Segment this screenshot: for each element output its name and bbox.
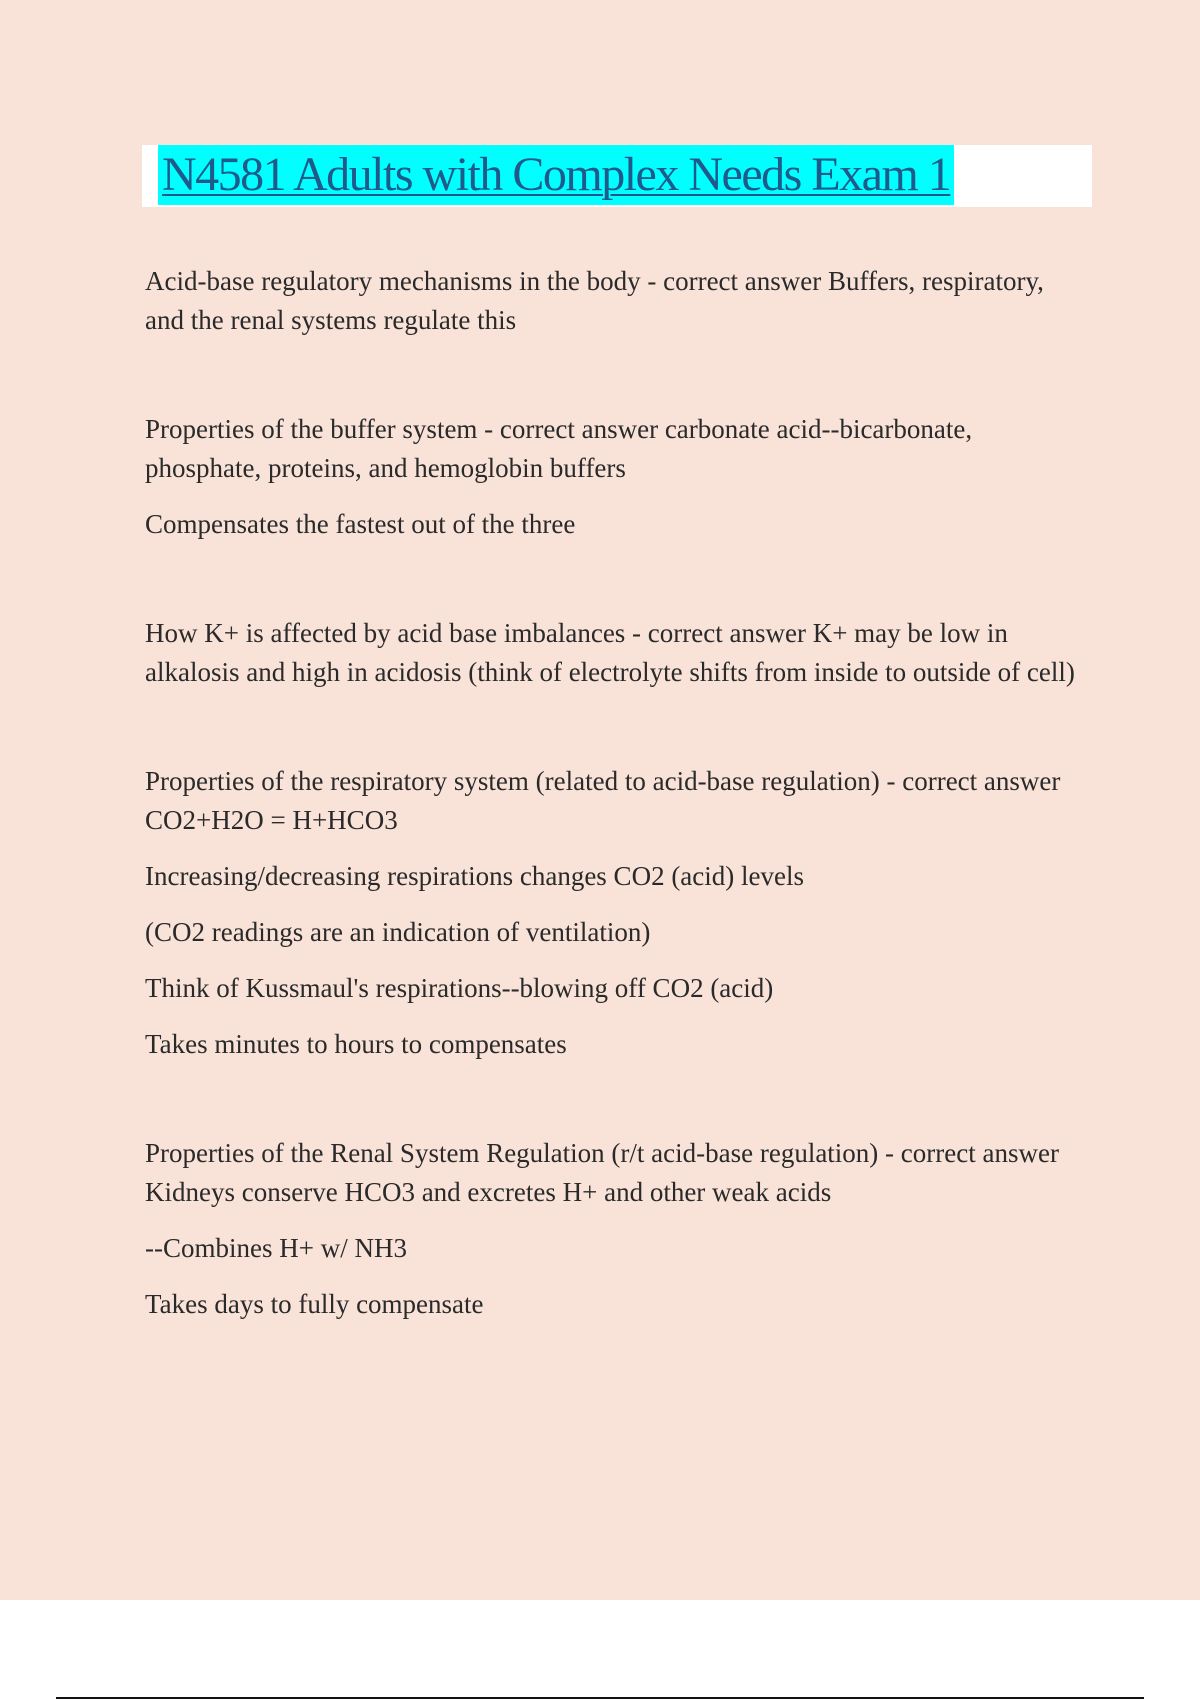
answer-note: Compensates the fastest out of the three — [145, 509, 576, 539]
qa-section — [145, 1134, 1085, 1324]
answer-note: --Combines H+ w/ NH3 — [145, 1233, 407, 1263]
answer-note: (CO2 readings are an indication of ventilation) — [145, 917, 651, 947]
answer-note: Think of Kussmaul's respirations--blowing off CO2 (acid) — [145, 973, 774, 1003]
question-answer: Properties of the buffer system - correct answer carbonate acid--bicarbonate, phosphate, proteins, and hemoglobin buffers — [145, 414, 973, 483]
answer-note: Increasing/decreasing respirations changes CO2 (acid) levels — [145, 861, 804, 891]
document-content — [145, 262, 1085, 1394]
qa-section — [145, 262, 1085, 340]
question-answer: Acid-base regulatory mechanisms in the body - correct answer Buffers, respiratory, and the renal systems regulate this — [145, 266, 1044, 335]
question-answer: Properties of the respiratory system (related to acid-base regulation) - correct answer CO2+H2O = H+HCO3 — [145, 766, 1061, 835]
answer-note: Takes minutes to hours to compensates — [145, 1029, 567, 1059]
question-answer: Properties of the Renal System Regulation (r/t acid-base regulation) - correct answer Kidneys conserve HCO3 and excretes H+ and other weak acids — [145, 1138, 1059, 1207]
qa-section — [145, 614, 1085, 692]
answer-note: Takes days to fully compensate — [145, 1289, 484, 1319]
page-bottom-rule — [56, 1697, 1144, 1699]
qa-section — [145, 410, 1085, 544]
qa-section — [145, 762, 1085, 1064]
document-title: N4581 Adults with Complex Needs Exam 1 — [158, 145, 954, 205]
title-highlight-box — [142, 145, 1092, 207]
question-answer: How K+ is affected by acid base imbalances - correct answer K+ may be low in alkalosis and high in acidosis (think of electrolyte shifts from inside to outside of cell) — [145, 618, 1075, 687]
